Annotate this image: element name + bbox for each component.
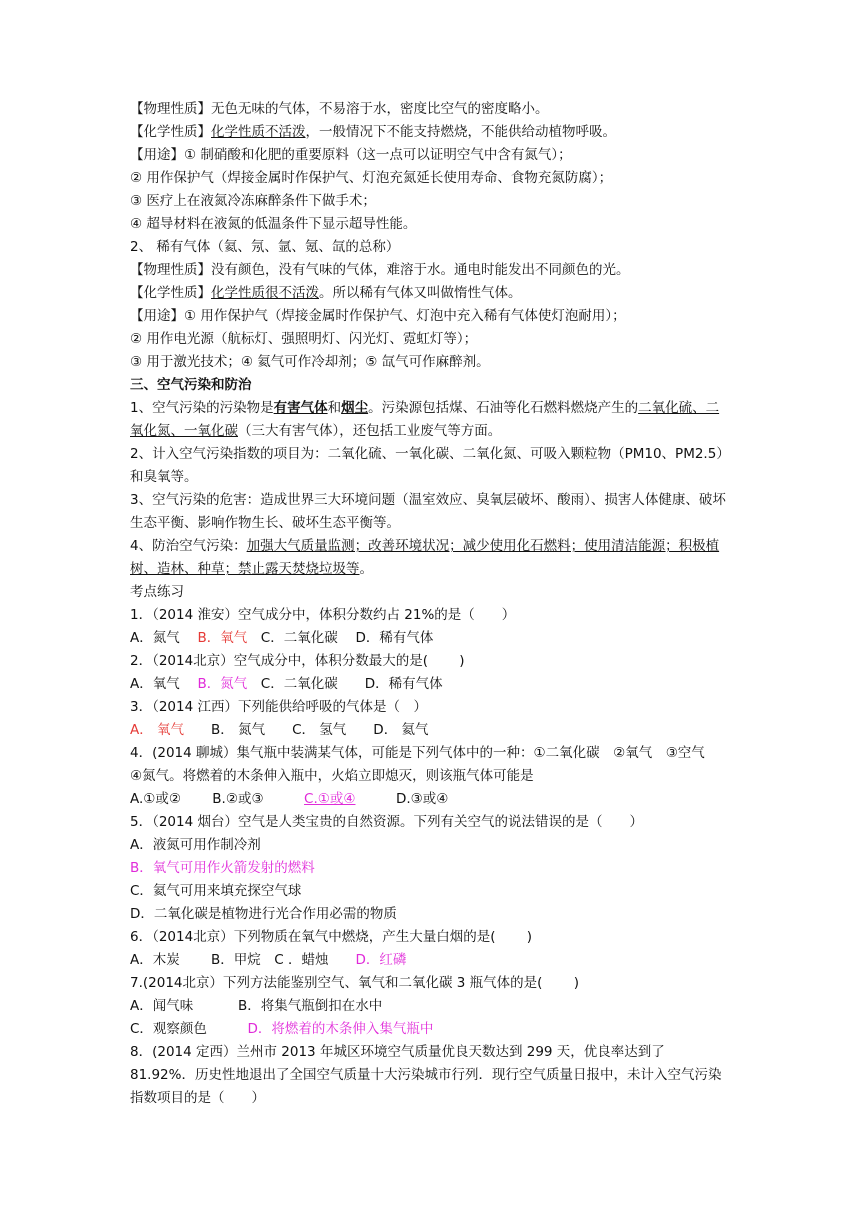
text-line-q7cd xyxy=(130,1018,730,1041)
text-span: 。 xyxy=(359,561,373,577)
text-span: 1．（2014 淮安）空气成分中，体积分数约占 21%的是（ ） xyxy=(130,607,516,623)
text-span: 【化学性质】 xyxy=(130,285,211,301)
text-span: C．二氧化碳 D．稀有气体 xyxy=(247,630,434,646)
text-line-l7 xyxy=(130,236,730,259)
text-line-q5b xyxy=(130,857,730,880)
text-line-l11 xyxy=(130,328,730,351)
text-span: 三、空气污染和防治 xyxy=(130,377,252,393)
text-span: ，一般情况下不能支持燃烧，不能供给动植物呼吸。 xyxy=(305,124,616,140)
text-line-q2 xyxy=(130,650,730,673)
text-span: 加强大气质量监测；改善环境状况；减少使用化石燃料；使用清洁能源；积极植树、造林、种草；禁止露天焚烧垃圾等 xyxy=(130,538,720,577)
text-span: 二氧化硫、二氧化氮、一氧化碳 xyxy=(130,400,720,439)
text-span: 5．（2014 烟台）空气是人类宝贵的自然资源。下列有关空气的说法错误的是（ ） xyxy=(130,814,643,830)
text-span: 4．(2014 聊城）集气瓶中装满某气体，可能是下列气体中的一种：①二氧化碳 ②氧气 ③空气 ④氮气。将燃着的木条伸入瓶中，火焰立即熄灭，则该瓶气体可能是 xyxy=(130,745,719,784)
text-span: B． 氮气 C． 氢气 D． 氦气 xyxy=(184,722,429,738)
text-span: 化学性质不活泼 xyxy=(211,124,306,140)
section-heading xyxy=(130,374,730,397)
answer-highlight: D．将燃着的木条伸入集气瓶中 xyxy=(247,1021,434,1037)
text-span: C．氦气可用来填充探空气球 xyxy=(130,883,302,899)
text-line-q4o xyxy=(130,788,730,811)
text-span: （三大有害气体），还包括工业废气等方面。 xyxy=(238,423,502,439)
text-span: A．氧气 xyxy=(130,676,198,692)
text-span: 【化学性质】 xyxy=(130,124,211,140)
text-span: ② 用作保护气（焊接金属时作保护气、灯泡充氮延长使用寿命、食物充氮防腐）； xyxy=(130,170,613,186)
text-span: 【物理性质】没有颜色，没有气味的气体，难溶于水。通电时能发出不同颜色的光。 xyxy=(130,262,630,278)
text-span: 和 xyxy=(327,400,342,416)
answer-highlight: B．氧气 xyxy=(197,630,248,646)
text-span: 4、防治空气污染： xyxy=(130,538,247,554)
text-line-q8 xyxy=(130,1041,730,1110)
text-line-l1 xyxy=(130,98,730,121)
answer-highlight: B．氮气 xyxy=(197,676,248,692)
text-line-l12 xyxy=(130,351,730,374)
text-line-q1o xyxy=(130,627,730,650)
text-span: ③ 医疗上在液氮冷冻麻醉条件下做手术； xyxy=(130,193,376,209)
text-span: 【用途】① 用作保护气（焊接金属时作保护气、灯泡中充入稀有气体使灯泡耐用）； xyxy=(130,308,626,324)
text-span: 。所以稀有气体又叫做惰性气体。 xyxy=(319,285,522,301)
text-span: 6．（2014北京）下列物质在氧气中燃烧，产生大量白烟的是( ) xyxy=(130,929,533,945)
text-span: A．木炭 B．甲烷 C ．蜡烛 xyxy=(130,952,356,968)
text-line-q5d xyxy=(130,903,730,926)
text-span: 考点练习 xyxy=(130,584,184,600)
text-span: 8．(2014 定西）兰州市 2013 年城区环境空气质量优良天数达到 299 天，优良率达到了 81.92%．历史性地退出了全国空气质量十大污染城市行列．现行空气质量日报中，未计入空气污染指数项目的是（ ） xyxy=(130,1044,722,1106)
text-line-q5 xyxy=(130,811,730,834)
text-line-q7ab xyxy=(130,995,730,1018)
text-span: 2．（2014北京）空气成分中，体积分数最大的是( ) xyxy=(130,653,465,669)
text-line-p2 xyxy=(130,443,730,489)
text-span: 2、 稀有气体（氦、氖、氩、氪、氙的总称） xyxy=(130,239,400,255)
text-span: A．闻气味 B．将集气瓶倒扣在水中 xyxy=(130,998,383,1014)
text-line-q4 xyxy=(130,742,730,788)
text-span: ④ 超导材料在液氮的低温条件下显示超导性能。 xyxy=(130,216,417,232)
text-span: 。污染源包括煤、石油等化石燃料燃烧产生的 xyxy=(368,400,639,416)
text-span: A.①或② B.②或③ xyxy=(130,791,305,807)
text-span: 1、空气污染的污染物是 xyxy=(130,400,274,416)
text-line-l6 xyxy=(130,213,730,236)
text-span: A．液氮可用作制冷剂 xyxy=(130,837,261,853)
text-span: 2、计入空气污染指数的项目为：二氧化硫、一氧化碳、二氧化氮、可吸入颗粒物（PM10、PM2.5）和臭氧等。 xyxy=(130,446,730,485)
text-line-q1 xyxy=(130,604,730,627)
text-line-q6o xyxy=(130,949,730,972)
text-line-p3 xyxy=(130,489,730,535)
text-span: ③ 用于激光技术；④ 氦气可作冷却剂；⑤ 氙气可作麻醉剂。 xyxy=(130,354,490,370)
text-line-l5 xyxy=(130,190,730,213)
text-line-l10 xyxy=(130,305,730,328)
answer-highlight: A． 氧气 xyxy=(130,722,185,738)
text-span: 化学性质很不活泼 xyxy=(211,285,319,301)
text-line-l3 xyxy=(130,144,730,167)
text-span: ② 用作电光源（航标灯、强照明灯、闪光灯、霓虹灯等）； xyxy=(130,331,478,347)
document-content xyxy=(130,98,730,1110)
text-span: 烟尘 xyxy=(341,400,369,416)
text-line-q3 xyxy=(130,696,730,719)
text-span: 【用途】① 制硝酸和化肥的重要原料（这一点可以证明空气中含有氮气）； xyxy=(130,147,572,163)
text-span: C．二氧化碳 D．稀有气体 xyxy=(247,676,443,692)
text-line-q5c xyxy=(130,880,730,903)
text-span: D．二氧化碳是植物进行光合作用必需的物质 xyxy=(130,906,397,922)
answer-highlight: D．红磷 xyxy=(355,952,407,968)
text-line-q6 xyxy=(130,926,730,949)
text-span: 3．（2014 江西）下列能供给呼吸的气体是（ ） xyxy=(130,699,427,715)
text-span: D.③或④ xyxy=(355,791,449,807)
text-line-l8 xyxy=(130,259,730,282)
text-line-l2 xyxy=(130,121,730,144)
text-line-kd xyxy=(130,581,730,604)
text-span: A．氮气 xyxy=(130,630,198,646)
text-line-p1 xyxy=(130,397,730,443)
text-line-q7 xyxy=(130,972,730,995)
text-span: C．观察颜色 xyxy=(130,1021,248,1037)
text-line-p4 xyxy=(130,535,730,581)
text-span: 7.(2014北京）下列方法能鉴别空气、氧气和二氧化碳 3 瓶气体的是( ) xyxy=(130,975,579,991)
text-line-l4 xyxy=(130,167,730,190)
text-line-q3o xyxy=(130,719,730,742)
text-line-l9 xyxy=(130,282,730,305)
text-line-q5a xyxy=(130,834,730,857)
text-span: 【物理性质】无色无味的气体，不易溶于水，密度比空气的密度略小。 xyxy=(130,101,549,117)
answer-highlight: B．氧气可用作火箭发射的燃料 xyxy=(130,860,315,876)
text-span: 有害气体 xyxy=(273,400,328,416)
text-span: 3、空气污染的危害：造成世界三大环境问题（温室效应、臭氧层破坏、酸雨）、损害人体健康、破坏生态平衡、影响作物生长、破坏生态平衡等。 xyxy=(130,492,726,531)
text-line-q2o xyxy=(130,673,730,696)
answer-highlight: C.①或④ xyxy=(304,791,356,807)
